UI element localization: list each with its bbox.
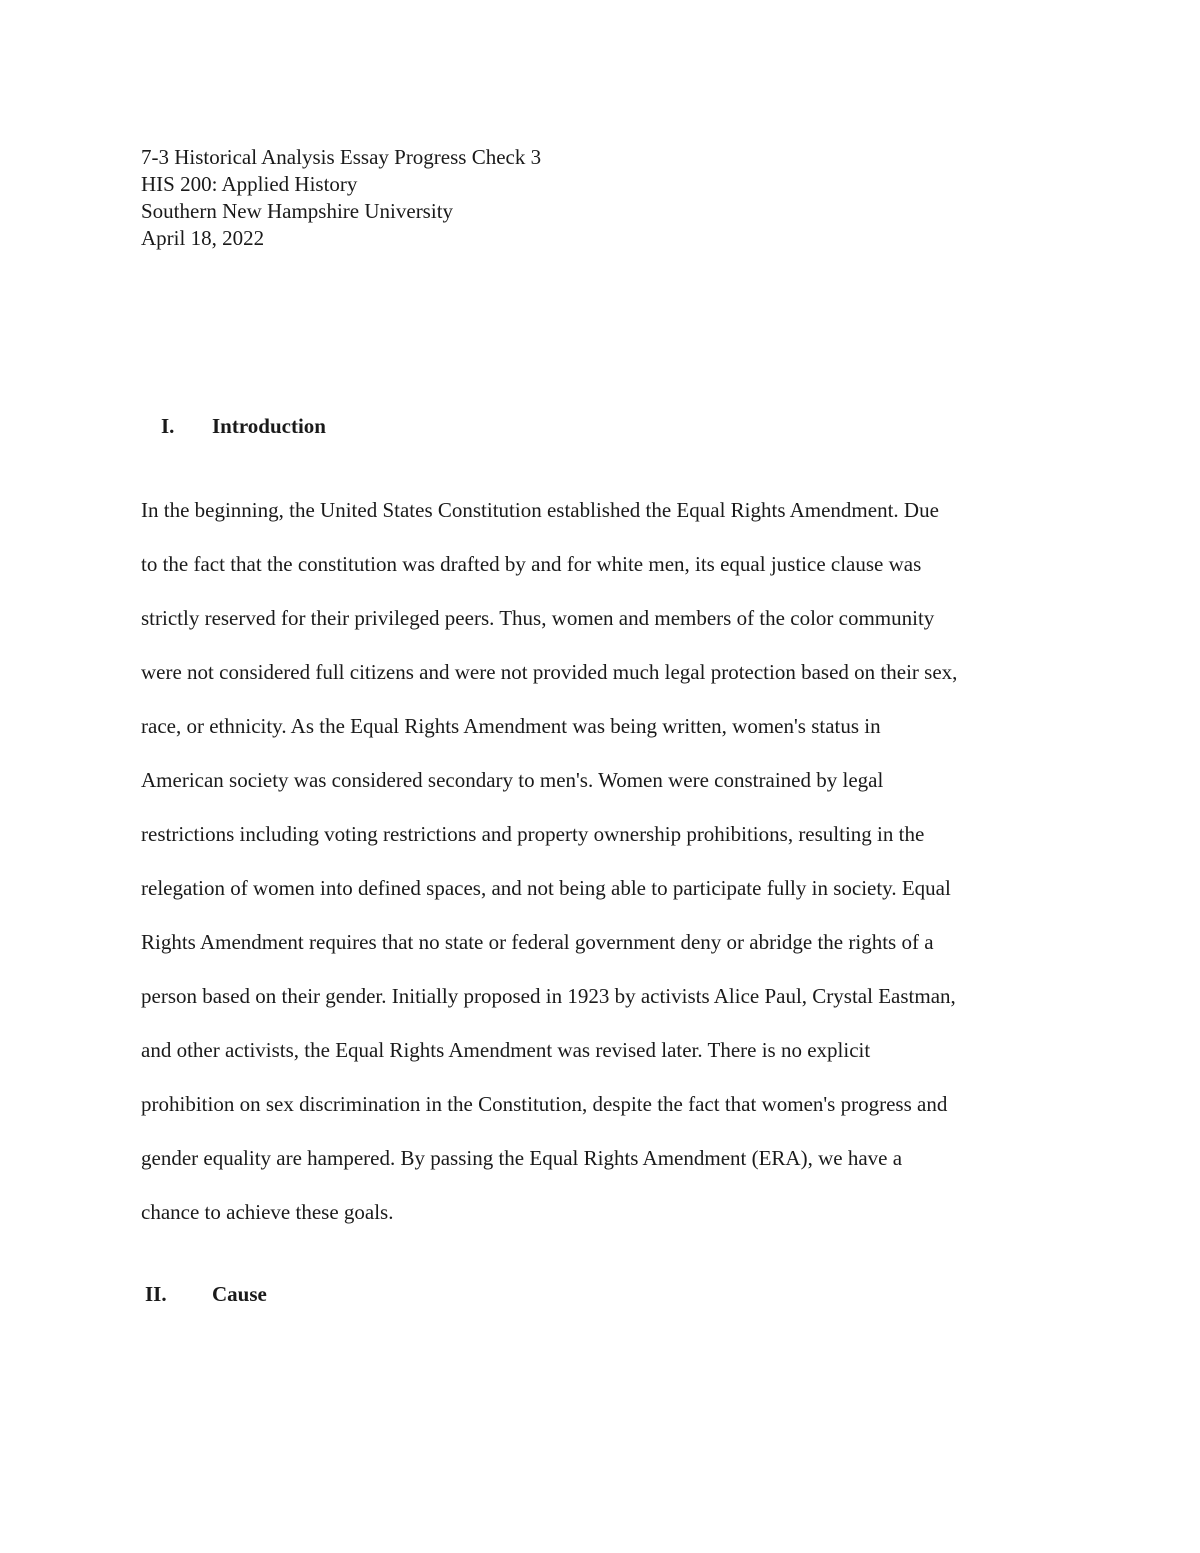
course-name: HIS 200: Applied History — [141, 172, 358, 196]
section-number: I. — [161, 414, 175, 438]
paragraph-line: race, or ethnicity. As the Equal Rights Amendment was being written, women's status in — [141, 714, 881, 738]
assignment-title: 7-3 Historical Analysis Essay Progress Check 3 — [141, 145, 542, 169]
paragraph-line: relegation of women into defined spaces, and not being able to participate fully in society. Equal — [141, 876, 951, 900]
paragraph-line: were not considered full citizens and were not provided much legal protection based on their sex, — [141, 660, 958, 684]
title-block — [141, 144, 541, 252]
section-heading-cause — [145, 1282, 267, 1307]
paragraph-line: gender equality are hampered. By passing the Equal Rights Amendment (ERA), we have a — [141, 1146, 903, 1170]
paragraph-line: and other activists, the Equal Rights Amendment was revised later. There is no explicit — [141, 1038, 871, 1062]
university-name: Southern New Hampshire University — [141, 199, 454, 223]
section-title: Introduction — [212, 414, 326, 438]
paragraph-line: prohibition on sex discrimination in the Constitution, despite the fact that women's progress and — [141, 1092, 948, 1116]
paragraph-line: Rights Amendment requires that no state or federal government deny or abridge the rights of a — [141, 930, 934, 954]
paragraph-line: chance to achieve these goals. — [141, 1200, 394, 1224]
section-heading-introduction — [161, 414, 326, 439]
paragraph-line: restrictions including voting restrictions and property ownership prohibitions, resulting in the — [141, 822, 925, 846]
paragraph-line: to the fact that the constitution was drafted by and for white men, its equal justice clause was — [141, 552, 922, 576]
section-number: II. — [145, 1282, 167, 1306]
submission-date: April 18, 2022 — [141, 226, 265, 250]
paragraph-line: American society was considered secondary to men's. Women were constrained by legal — [141, 768, 884, 792]
paragraph-line: In the beginning, the United States Constitution established the Equal Rights Amendment. Due — [141, 498, 939, 522]
paragraph-line: strictly reserved for their privileged peers. Thus, women and members of the color community — [141, 606, 935, 630]
introduction-paragraph — [141, 496, 957, 1252]
section-title: Cause — [212, 1282, 267, 1306]
paragraph-line: person based on their gender. Initially proposed in 1923 by activists Alice Paul, Crystal Eastman, — [141, 984, 956, 1008]
